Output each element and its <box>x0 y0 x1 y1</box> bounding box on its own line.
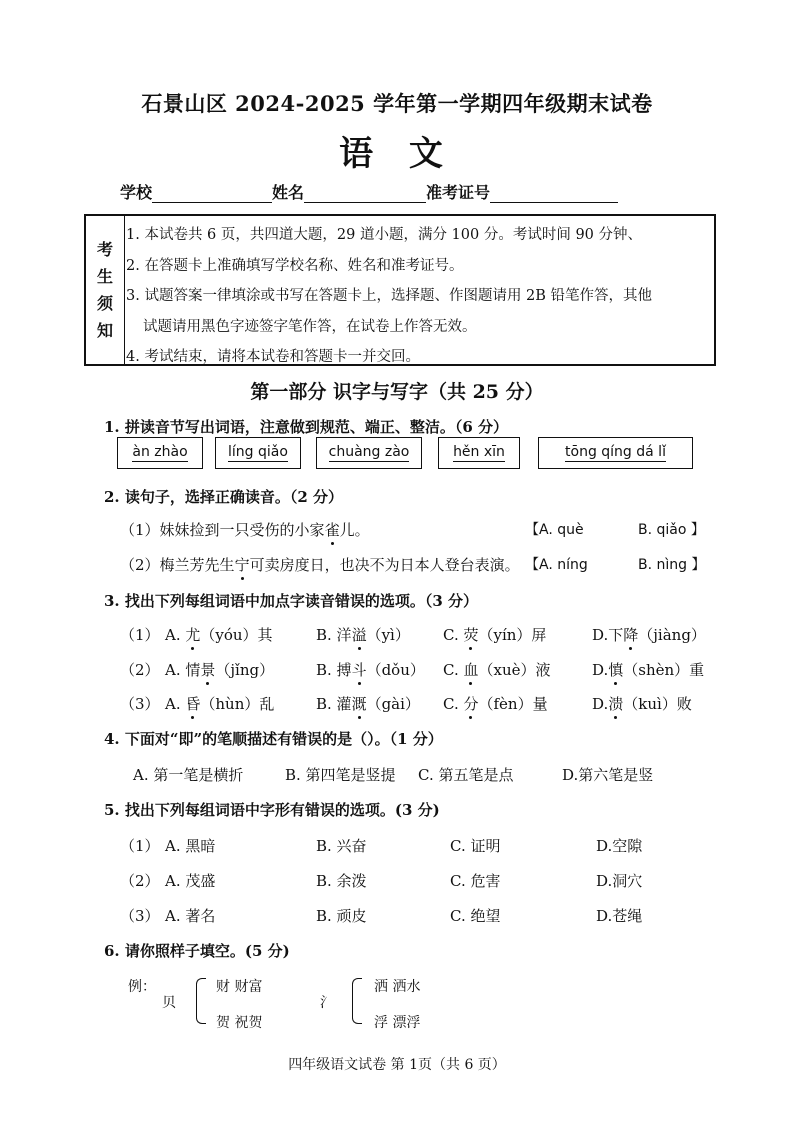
dotted-char: 分 <box>463 695 479 713</box>
notice-head-char: 考 <box>96 240 113 259</box>
q3-option-b[interactable] <box>316 693 420 714</box>
question-5: 5. 找出下列每组词语中字形有错误的选项。(3 分) <box>104 801 440 819</box>
example-word: 浮 漂浮 <box>374 1015 421 1031</box>
q3-row-num: （3） <box>120 695 160 713</box>
pinyin-text: hěn xīn <box>453 444 505 460</box>
pinyin-box[interactable] <box>316 437 422 469</box>
question-6: 6. 请你照样子填空。(5 分) <box>104 942 290 960</box>
option-text: D.下 <box>592 626 624 644</box>
notice-item: 2. 在答题卡上准确填写学校名称、姓名和准考证号。 <box>126 257 464 274</box>
q3-row-num: （1） <box>120 626 160 644</box>
dotted-char: 景 <box>200 661 216 679</box>
dotted-char: 雀 <box>324 521 340 539</box>
option-text: （dǒu） <box>366 661 425 679</box>
question-1: 1. 拼读音节写出词语，注意做到规范、端正、整洁。（6 分） <box>104 418 509 436</box>
dotted-char: 血 <box>463 661 479 679</box>
pinyin-text: àn zhào <box>132 444 188 460</box>
q5-row-num: （3） <box>120 907 160 925</box>
option-text: A. <box>165 626 186 644</box>
section-title: 第一部分 识字与写字（共 25 分） <box>250 381 544 403</box>
q4-option-b[interactable]: B. 第四笔是竖提 <box>285 766 396 784</box>
q3-option-d[interactable] <box>592 693 692 714</box>
example-word: 洒 洒水 <box>374 979 421 995</box>
q5-option-a[interactable]: A. 著名 <box>165 907 216 925</box>
q5-row-num: （2） <box>120 872 160 890</box>
pinyin-box[interactable] <box>215 437 301 469</box>
option-text: C. <box>443 626 464 644</box>
q5-option-b[interactable]: B. 顽皮 <box>316 907 367 925</box>
pinyin-box[interactable] <box>438 437 520 469</box>
q3-option-c[interactable] <box>443 693 548 714</box>
q5-option-d[interactable]: D.空隙 <box>596 837 643 855</box>
option-text: C. <box>443 695 464 713</box>
q5-row-num: （1） <box>120 837 160 855</box>
pinyin-box[interactable] <box>538 437 693 469</box>
notice-heading <box>86 216 125 364</box>
pinyin-text: chuàng zào <box>328 444 410 460</box>
q2-item-1 <box>120 519 370 540</box>
option-text: D. <box>592 695 609 713</box>
option-text: （fèn）量 <box>478 695 548 713</box>
option-text: B. 搏 <box>316 661 352 679</box>
q3-option-d[interactable] <box>592 659 704 680</box>
notice-list <box>126 220 710 373</box>
sentence-text: 妹妹捡到一只受伤的小家 <box>159 521 325 539</box>
example-word: 贺 祝贺 <box>216 1015 263 1031</box>
q3-row-num: （2） <box>120 661 160 679</box>
option-text: D. <box>592 661 609 679</box>
item-number: （2） <box>120 556 160 574</box>
q3-option-d[interactable] <box>592 624 706 645</box>
option-text: （hùn）乱 <box>200 695 275 713</box>
sentence-text: 梅兰芳先生 <box>159 556 235 574</box>
q5-option-b[interactable]: B. 余泼 <box>316 872 367 890</box>
notice-item: 4. 考试结束，请将本试卷和答题卡一并交回。 <box>126 349 420 365</box>
dotted-char: 荧 <box>463 626 479 644</box>
q5-option-a[interactable]: A. 黑暗 <box>165 837 216 855</box>
q5-option-a[interactable]: A. 茂盛 <box>165 872 216 890</box>
option-text: （xuè）液 <box>478 661 551 679</box>
notice-item: 3. 试题答案一律填涂或书写在答题卡上，选择题、作图题请用 2B 铅笔作答，其他 <box>126 288 653 304</box>
notice-item: 1. 本试卷共 6 页，共四道大题，29 道小题，满分 100 分。考试时间 90 分钟、 <box>126 227 643 243</box>
option-text: （jǐng） <box>215 661 275 679</box>
option-text: （yín）屏 <box>478 626 547 644</box>
q2-item-2 <box>120 554 520 575</box>
q5-option-d[interactable]: D.苍绳 <box>596 907 643 925</box>
notice-item: 试题请用黑色字迹签字笔作答，在试卷上作答无效。 <box>143 318 477 335</box>
option-text: B. 洋 <box>316 626 352 644</box>
option-text: B. 灌 <box>316 695 352 713</box>
dotted-char: 慎 <box>608 661 624 679</box>
question-2: 2. 读句子，选择正确读音。（2 分） <box>104 488 344 506</box>
dotted-char: 昏 <box>185 695 201 713</box>
subject-title: 语 文 <box>339 134 455 174</box>
q2-option-a[interactable]: 【A. què <box>525 522 584 538</box>
q5-option-b[interactable]: B. 兴奋 <box>316 837 367 855</box>
name-field[interactable] <box>304 186 426 203</box>
dotted-char: 降 <box>623 626 639 644</box>
option-text: （jiàng） <box>638 626 706 644</box>
dotted-char: 溃 <box>608 695 624 713</box>
q2-option-b[interactable]: B. qiǎo 】 <box>638 522 705 538</box>
notice-head-char: 知 <box>96 321 113 340</box>
brace-icon <box>196 978 206 1024</box>
school-field[interactable] <box>152 186 272 203</box>
q3-option-c[interactable] <box>443 659 551 680</box>
q2-option-b[interactable]: B. nìng 】 <box>638 557 706 573</box>
q3-option-a[interactable] <box>165 624 273 645</box>
notice-head-char: 须 <box>96 294 113 313</box>
item-number: （1） <box>120 521 160 539</box>
q5-option-d[interactable]: D.洞穴 <box>596 872 643 890</box>
sentence-text: 儿。 <box>339 521 370 539</box>
sentence-text: 可卖房度日，也决不为日本人登台表演。 <box>249 556 520 574</box>
q3-option-a[interactable] <box>165 693 274 714</box>
pinyin-text: líng qiǎo <box>228 444 288 460</box>
brace-icon <box>352 978 362 1024</box>
name-label: 姓名 <box>272 183 305 202</box>
pinyin-text: tōng qíng dá lǐ <box>565 444 666 460</box>
q5-option-c[interactable]: C. 危害 <box>450 872 501 890</box>
exam-id-field[interactable] <box>490 186 618 203</box>
option-text: C. <box>443 661 464 679</box>
example-label: 例： <box>128 979 156 995</box>
q3-option-a[interactable] <box>165 659 274 680</box>
q5-option-c[interactable]: C. 证明 <box>450 837 501 855</box>
exam-notice-box <box>84 214 716 366</box>
school-label: 学校 <box>120 183 153 202</box>
example-word: 财 财富 <box>216 979 263 995</box>
notice-head-char: 生 <box>96 267 113 286</box>
q4-option-d[interactable]: D.第六笔是竖 <box>562 766 654 784</box>
page-footer: 四年级语文试卷 第 1页（共 6 页） <box>288 1057 506 1073</box>
option-text: A. <box>165 695 186 713</box>
q3-option-c[interactable] <box>443 624 546 645</box>
radical-water: 氵 <box>320 995 334 1011</box>
q3-option-b[interactable] <box>316 624 410 645</box>
option-text: （gài） <box>366 695 420 713</box>
option-text: （yì） <box>366 626 410 644</box>
q4-option-c[interactable]: C. 第五笔是点 <box>418 766 514 784</box>
radical-bei: 贝 <box>162 995 176 1011</box>
dotted-char: 溉 <box>351 695 367 713</box>
q5-option-c[interactable]: C. 绝望 <box>450 907 501 925</box>
option-text: （shèn）重 <box>623 661 705 679</box>
question-3: 3. 找出下列每组词语中加点字读音错误的选项。（3 分） <box>104 592 479 610</box>
option-text: （kuì）败 <box>623 695 692 713</box>
dotted-char: 尤 <box>185 626 201 644</box>
question-4: 4. 下面对“即”的笔顺描述有错误的是（）。（1 分） <box>104 730 443 748</box>
dotted-char: 斗 <box>351 661 367 679</box>
option-text: A. 情 <box>165 661 201 679</box>
q3-option-b[interactable] <box>316 659 425 680</box>
pinyin-box[interactable] <box>117 437 203 469</box>
q4-option-a[interactable]: A. 第一笔是横折 <box>133 766 244 784</box>
dotted-char: 溢 <box>351 626 367 644</box>
q2-option-a[interactable]: 【A. níng <box>525 557 588 573</box>
exam-title: 石景山区 2024-2025 学年第一学期四年级期末试卷 <box>141 91 653 116</box>
option-text: （yóu）其 <box>200 626 273 644</box>
id-label: 准考证号 <box>426 183 491 202</box>
dotted-char: 宁 <box>234 556 250 574</box>
student-info-line <box>120 180 618 203</box>
